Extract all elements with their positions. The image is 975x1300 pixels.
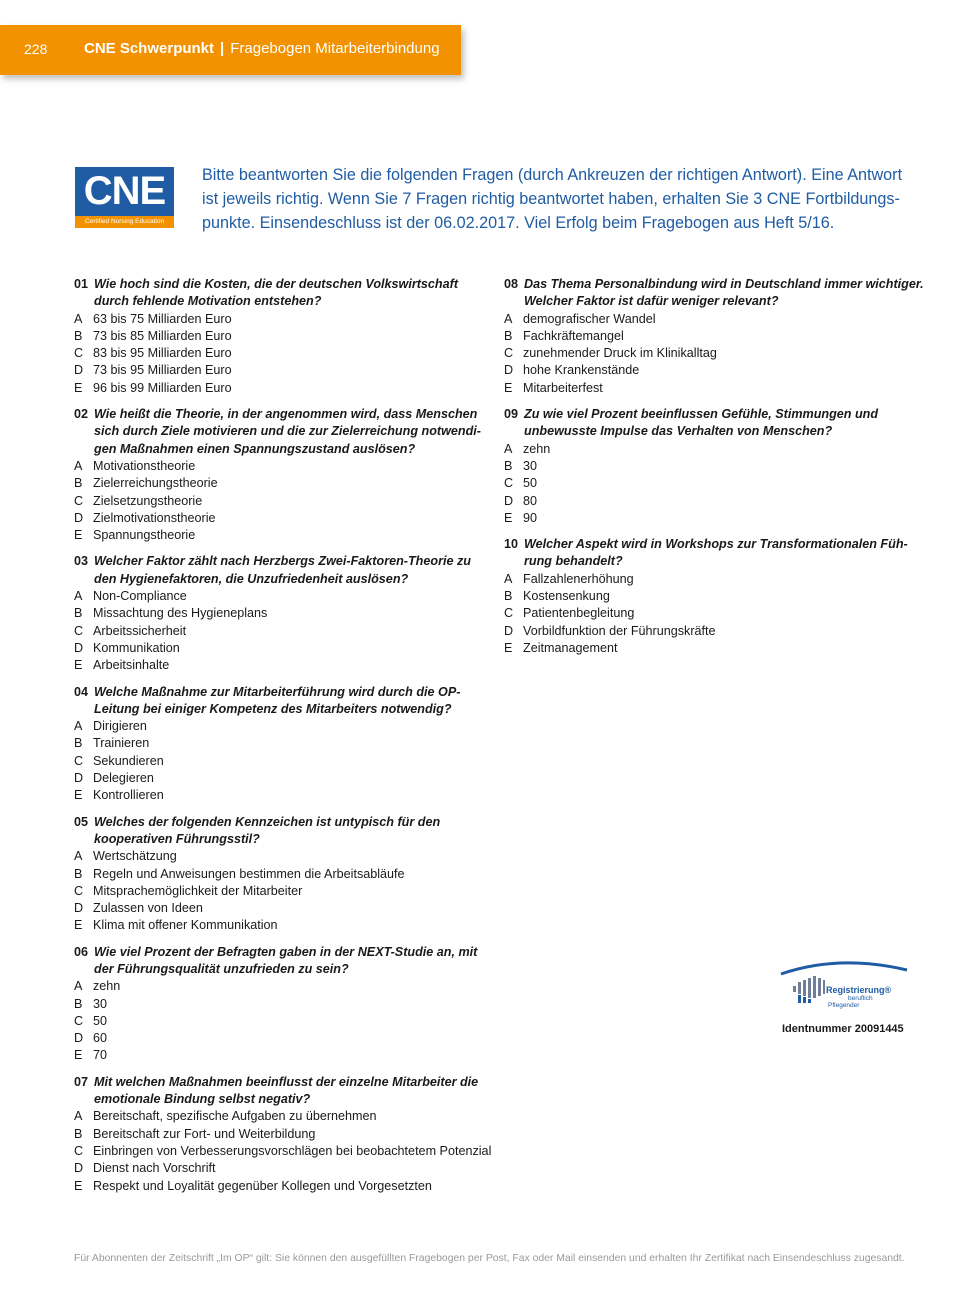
question-number: 04 bbox=[74, 684, 89, 699]
answer-option[interactable] bbox=[74, 770, 494, 787]
option-letter: E bbox=[74, 658, 83, 673]
answer-option[interactable] bbox=[74, 345, 494, 362]
option-text: Bereitschaft, spezifische Aufgaben zu übernehmen bbox=[93, 1109, 377, 1124]
option-letter: D bbox=[74, 771, 84, 786]
option-text: Dienst nach Vorschrift bbox=[93, 1161, 216, 1176]
option-letter: E bbox=[74, 528, 83, 543]
answer-option[interactable] bbox=[74, 900, 494, 917]
answer-option[interactable] bbox=[74, 1126, 494, 1143]
option-text: 50 bbox=[93, 1013, 108, 1028]
answer-option[interactable] bbox=[74, 1178, 494, 1195]
page-number: 228 bbox=[24, 41, 48, 57]
question-text bbox=[74, 276, 494, 311]
answer-option[interactable] bbox=[504, 362, 924, 379]
question-number: 01 bbox=[74, 277, 89, 291]
questions-right-column bbox=[504, 276, 924, 666]
answer-option[interactable] bbox=[74, 996, 494, 1013]
answer-option[interactable] bbox=[74, 588, 494, 605]
option-text: 73 bis 85 Milliarden Euro bbox=[93, 328, 232, 343]
answer-option[interactable] bbox=[504, 441, 924, 458]
option-letter: B bbox=[504, 328, 513, 343]
option-letter: A bbox=[504, 441, 513, 456]
option-letter: A bbox=[74, 849, 83, 864]
option-letter: A bbox=[74, 719, 83, 734]
option-letter: A bbox=[74, 589, 83, 604]
option-text: Bereitschaft zur Fort- und Weiterbildung bbox=[93, 1126, 316, 1141]
option-text: Wertschätzung bbox=[93, 849, 177, 864]
option-letter: D bbox=[74, 640, 84, 655]
header-bar bbox=[0, 25, 461, 75]
option-letter: B bbox=[74, 736, 83, 751]
option-letter: D bbox=[74, 363, 84, 378]
option-text: 50 bbox=[523, 476, 538, 491]
answer-option[interactable] bbox=[74, 623, 494, 640]
question-02 bbox=[74, 406, 494, 544]
option-letter: E bbox=[74, 380, 83, 395]
option-text: Fallzahlenerhöhung bbox=[523, 571, 634, 586]
header-section: CNE Schwerpunkt bbox=[84, 40, 215, 57]
option-letter: E bbox=[74, 1048, 83, 1063]
option-text: zunehmender Druck im Klinikalltag bbox=[523, 346, 717, 361]
option-text: 70 bbox=[93, 1048, 108, 1063]
option-text: Mitsprachemöglichkeit der Mitarbeiter bbox=[93, 883, 303, 898]
option-text: 83 bis 95 Milliarden Euro bbox=[93, 346, 232, 361]
option-text: Kommunikation bbox=[93, 640, 180, 655]
answer-option[interactable] bbox=[504, 571, 924, 588]
option-text: Non-Compliance bbox=[93, 589, 187, 604]
option-text: Missachtung des Hygieneplans bbox=[93, 606, 268, 621]
answer-option[interactable] bbox=[74, 475, 494, 492]
option-text: Kontrollieren bbox=[93, 788, 164, 803]
option-text: Regeln und Anweisungen bestimmen die Arbeitsabläufe bbox=[93, 866, 405, 881]
header-title bbox=[84, 40, 440, 57]
question-label: Das Thema Personalbindung wird in Deutschland immer wichtiger. Welcher Faktor ist dafür weniger relevant? bbox=[524, 277, 924, 309]
option-letter: A bbox=[504, 571, 513, 586]
question-text bbox=[74, 1074, 494, 1109]
question-05 bbox=[74, 814, 494, 935]
option-letter: C bbox=[74, 753, 84, 768]
answer-option[interactable] bbox=[74, 657, 494, 674]
answer-option[interactable] bbox=[504, 510, 924, 527]
answer-option[interactable] bbox=[74, 380, 494, 397]
questions-left-column bbox=[74, 276, 494, 1204]
answer-option[interactable] bbox=[74, 718, 494, 735]
answer-option[interactable] bbox=[74, 866, 494, 883]
option-letter: D bbox=[74, 901, 84, 916]
question-text bbox=[504, 276, 924, 311]
question-number: 10 bbox=[504, 537, 519, 552]
question-01 bbox=[74, 276, 494, 397]
question-text bbox=[504, 406, 924, 441]
answer-option[interactable] bbox=[504, 475, 924, 492]
option-letter: C bbox=[74, 1143, 84, 1158]
option-letter: D bbox=[504, 623, 514, 638]
answer-option[interactable] bbox=[504, 493, 924, 510]
answer-option[interactable] bbox=[74, 735, 494, 752]
answer-option[interactable] bbox=[504, 605, 924, 622]
option-text: Mitarbeiterfest bbox=[523, 380, 603, 395]
answer-option[interactable] bbox=[74, 848, 494, 865]
option-text: 60 bbox=[93, 1031, 108, 1046]
option-letter: C bbox=[504, 476, 514, 491]
question-03 bbox=[74, 553, 494, 674]
option-text: Arbeitsinhalte bbox=[93, 658, 170, 673]
question-number: 07 bbox=[74, 1074, 89, 1089]
option-text: zehn bbox=[93, 979, 121, 994]
question-text bbox=[504, 536, 924, 571]
option-text: Sekundieren bbox=[93, 753, 164, 768]
option-text: 73 bis 95 Milliarden Euro bbox=[93, 363, 232, 378]
answer-option[interactable] bbox=[504, 380, 924, 397]
option-text: 80 bbox=[523, 493, 538, 508]
question-label: Welcher Aspekt wird in Workshops zur Transformationalen Führung behandelt? bbox=[524, 537, 908, 569]
option-letter: E bbox=[504, 640, 513, 655]
answer-option[interactable] bbox=[74, 458, 494, 475]
question-label: Wie viel Prozent der Befragten gaben in der NEXT-Studie an, mit der Führungsqualität unzufrieden zu sein? bbox=[94, 944, 478, 976]
answer-option[interactable] bbox=[74, 1013, 494, 1030]
question-10 bbox=[504, 536, 924, 657]
option-text: 30 bbox=[93, 996, 108, 1011]
option-text: Arbeitssicherheit bbox=[93, 623, 187, 638]
option-text: Fachkräftemangel bbox=[523, 328, 624, 343]
question-text bbox=[74, 553, 494, 588]
answer-option[interactable] bbox=[504, 311, 924, 328]
answer-option[interactable] bbox=[74, 493, 494, 510]
question-04 bbox=[74, 684, 494, 805]
answer-option[interactable] bbox=[74, 753, 494, 770]
option-text: Einbringen von Verbesserungsvorschlägen bei beobachtetem Potenzial bbox=[93, 1143, 492, 1158]
option-letter: D bbox=[74, 510, 84, 525]
question-07 bbox=[74, 1074, 494, 1195]
ident-number: Identnummer 20091445 bbox=[782, 1023, 904, 1035]
option-letter: E bbox=[74, 788, 83, 803]
question-label: Mit welchen Maßnahmen beeinflusst der einzelne Mitarbeiter die emotionale Bindung selbst negativ? bbox=[94, 1074, 479, 1107]
option-letter: C bbox=[504, 346, 514, 361]
option-text: Kostensenkung bbox=[523, 589, 610, 604]
answer-option[interactable] bbox=[74, 311, 494, 328]
option-letter: A bbox=[74, 458, 83, 473]
answer-option[interactable] bbox=[74, 362, 494, 379]
option-text: 63 bis 75 Milliarden Euro bbox=[93, 311, 232, 326]
option-text: Spannungstheorie bbox=[93, 528, 196, 543]
option-text: Trainieren bbox=[93, 736, 150, 751]
question-label: Welcher Faktor zählt nach Herzbergs Zwei-Faktoren-Theorie zu den Hygienefaktoren, die Unzufriedenheit auslösen? bbox=[94, 554, 471, 586]
option-text: 90 bbox=[523, 510, 538, 525]
option-letter: C bbox=[74, 623, 84, 638]
answer-option[interactable] bbox=[74, 605, 494, 622]
option-letter: A bbox=[74, 311, 83, 326]
question-text bbox=[74, 944, 494, 979]
option-letter: C bbox=[74, 346, 84, 361]
question-label: Welche Maßnahme zur Mitarbeiterführung wird durch die OP-Leitung bei einiger Kompetenz des Mitarbeiters notwendig? bbox=[94, 684, 461, 716]
answer-option[interactable] bbox=[74, 527, 494, 544]
answer-option[interactable] bbox=[504, 588, 924, 605]
option-text: Zeitmanagement bbox=[523, 640, 618, 655]
option-letter: C bbox=[74, 1013, 84, 1028]
answer-option[interactable] bbox=[74, 978, 494, 995]
option-text: Patientenbegleitung bbox=[523, 606, 635, 621]
question-number: 06 bbox=[74, 944, 89, 959]
option-text: Dirigieren bbox=[93, 719, 147, 734]
option-letter: C bbox=[74, 493, 84, 508]
answer-option[interactable] bbox=[504, 623, 924, 640]
answer-option[interactable] bbox=[504, 345, 924, 362]
question-09 bbox=[504, 406, 924, 527]
question-number: 08 bbox=[504, 277, 519, 291]
option-letter: E bbox=[74, 1178, 83, 1193]
answer-option[interactable] bbox=[74, 787, 494, 804]
cne-logo-subtitle: Certified Nursing Education bbox=[75, 216, 174, 228]
question-label: Welches der folgenden Kennzeichen ist untypisch für den kooperativen Führungsstil? bbox=[94, 814, 441, 846]
question-06 bbox=[74, 944, 494, 1065]
question-label: Wie heißt die Theorie, in der angenommen wird, dass Menschen sich durch Ziele motivieren und die zur Zielerreichung notwendigen Maßnahmen einen Spannungszustand auslösen? bbox=[94, 407, 481, 456]
answer-option[interactable] bbox=[74, 883, 494, 900]
intro-text: Bitte beantworten Sie die folgenden Fragen (durch Ankreuzen der richtigen Antwort). Eine Antwort ist jeweils richtig. Wenn Sie 7 Fragen richtig beantwortet haben, erhalten Sie 3 CNE Fortbildungspunkte. Einsendeschluss ist der 06.02.2017. Viel Erfolg beim Fragebogen aus Heft 5/16. bbox=[202, 166, 903, 232]
option-text: Zulassen von Ideen bbox=[93, 901, 203, 916]
option-text: demografischer Wandel bbox=[523, 311, 656, 326]
option-letter: B bbox=[504, 589, 513, 604]
footer-note: Für Abonnenten der Zeitschrift „Im OP“ gilt: Sie können den ausgefüllten Fragebogen per Post, Fax oder Mail einsenden und erhalten Ihr Zertifikat nach Einsendeschluss zugesandt. bbox=[74, 1253, 905, 1264]
option-letter: A bbox=[74, 979, 83, 994]
option-letter: E bbox=[504, 380, 513, 395]
registration-text: Registrierung® bbox=[826, 985, 892, 995]
answer-option[interactable] bbox=[504, 458, 924, 475]
option-letter: B bbox=[504, 458, 513, 473]
option-letter: B bbox=[74, 328, 83, 343]
question-number: 02 bbox=[74, 407, 89, 422]
question-number: 09 bbox=[504, 407, 519, 422]
option-text: 30 bbox=[523, 458, 538, 473]
option-letter: B bbox=[74, 476, 83, 491]
option-letter: D bbox=[504, 493, 514, 508]
registration-subtext-2: Pflegender bbox=[828, 1002, 860, 1009]
option-letter: D bbox=[74, 1031, 84, 1046]
option-letter: E bbox=[74, 918, 83, 933]
answer-option[interactable] bbox=[74, 1108, 494, 1125]
option-text: Delegieren bbox=[93, 771, 154, 786]
answer-option[interactable] bbox=[74, 328, 494, 345]
question-number: 03 bbox=[74, 554, 89, 569]
option-letter: A bbox=[74, 1109, 83, 1124]
answer-option[interactable] bbox=[74, 1047, 494, 1064]
option-letter: C bbox=[74, 883, 84, 898]
option-text: Klima mit offener Kommunikation bbox=[93, 918, 278, 933]
header-topic: Fragebogen Mitarbeiterbindung bbox=[230, 40, 440, 57]
option-letter: E bbox=[504, 510, 513, 525]
question-text bbox=[74, 814, 494, 849]
question-label: Wie hoch sind die Kosten, die der deutschen Volkswirtschaft durch fehlende Motivation entstehen? bbox=[94, 277, 459, 309]
option-letter: D bbox=[74, 1161, 84, 1176]
option-letter: B bbox=[74, 866, 83, 881]
option-text: 96 bis 99 Milliarden Euro bbox=[93, 380, 232, 395]
option-letter: B bbox=[74, 606, 83, 621]
option-text: Zielerreichungstheorie bbox=[93, 476, 218, 491]
answer-option[interactable] bbox=[74, 1160, 494, 1177]
answer-option[interactable] bbox=[74, 1030, 494, 1047]
question-08 bbox=[504, 276, 924, 397]
option-letter: D bbox=[504, 363, 514, 378]
cne-logo-text: CNE bbox=[83, 169, 166, 213]
answer-option[interactable] bbox=[74, 1143, 494, 1160]
answer-option[interactable] bbox=[504, 640, 924, 657]
registration-subtext-1: beruflich bbox=[848, 995, 873, 1002]
answer-option[interactable] bbox=[74, 917, 494, 934]
answer-option[interactable] bbox=[74, 510, 494, 527]
option-text: Zielsetzungstheorie bbox=[93, 493, 203, 508]
question-label: Zu wie viel Prozent beeinflussen Gefühle, Stimmungen und unbewusste Impulse das Verhalten von Menschen? bbox=[524, 407, 879, 439]
question-number: 05 bbox=[74, 814, 89, 829]
question-text bbox=[74, 406, 494, 458]
option-text: Vorbildfunktion der Führungskräfte bbox=[523, 623, 716, 638]
option-text: Zielmotivationstheorie bbox=[93, 510, 216, 525]
option-letter: C bbox=[504, 606, 514, 621]
option-text: Respekt und Loyalität gegenüber Kollegen und Vorgesetzten bbox=[93, 1178, 432, 1193]
answer-option[interactable] bbox=[74, 640, 494, 657]
option-letter: B bbox=[74, 1126, 83, 1141]
cne-logo bbox=[75, 167, 174, 228]
option-letter: A bbox=[504, 311, 513, 326]
option-letter: B bbox=[74, 996, 83, 1011]
header-separator: | bbox=[220, 40, 225, 57]
option-text: Motivationstheorie bbox=[93, 458, 196, 473]
answer-option[interactable] bbox=[504, 328, 924, 345]
option-text: hohe Krankenstände bbox=[523, 363, 640, 378]
question-text bbox=[74, 684, 494, 719]
option-text: zehn bbox=[523, 441, 551, 456]
